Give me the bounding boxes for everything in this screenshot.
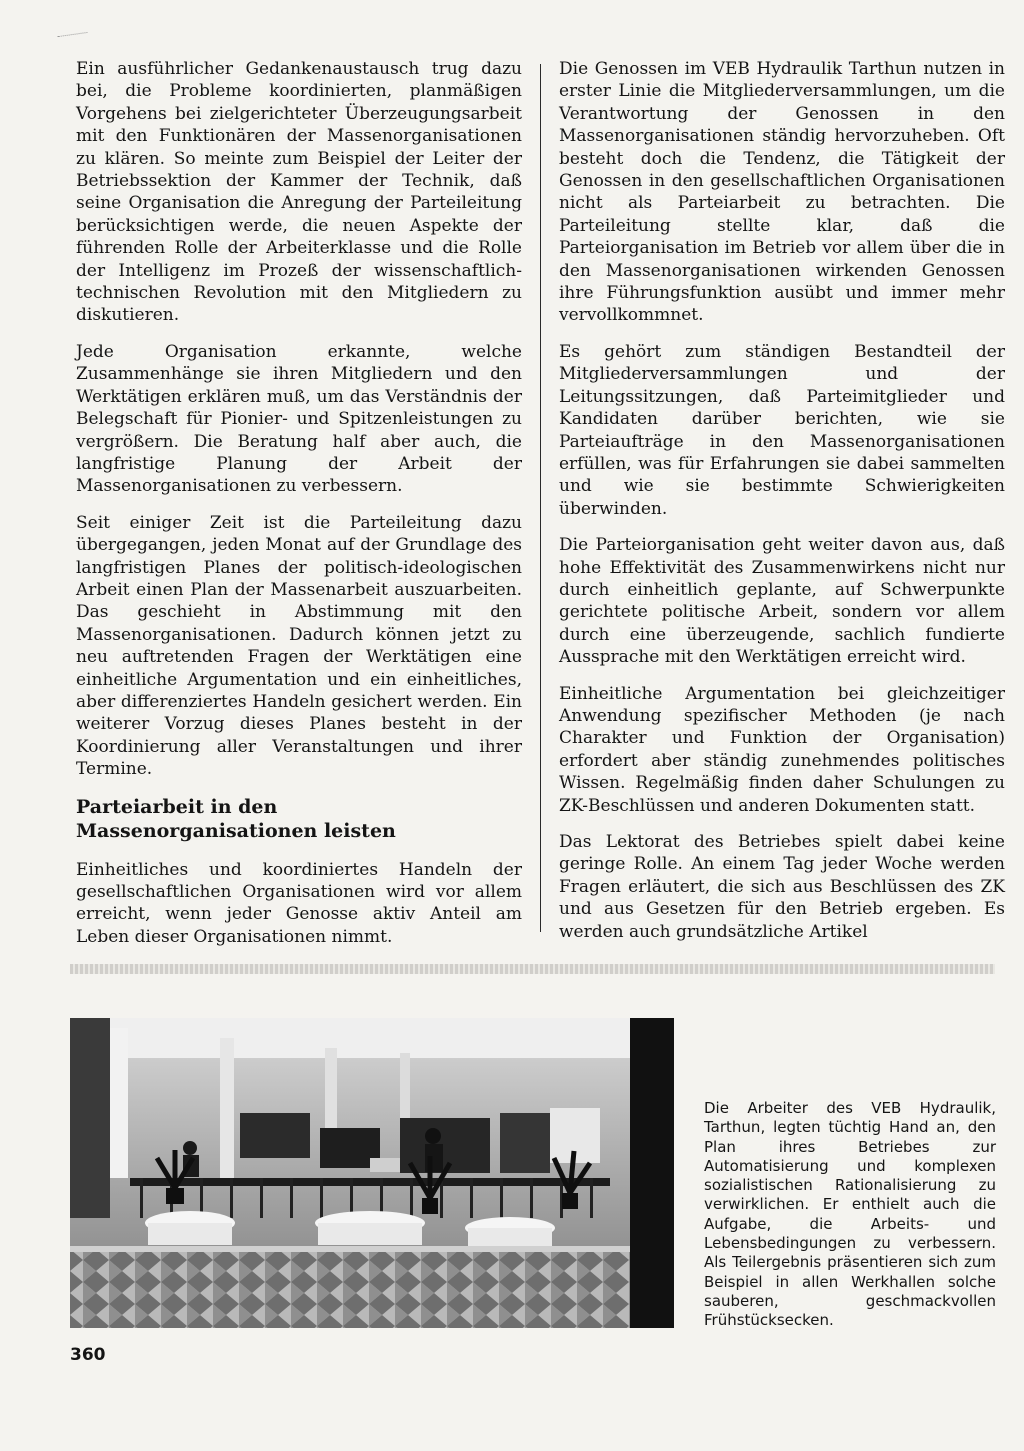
left-column [76, 58, 522, 962]
photo-caption: Die Arbeiter des VEB Hydraulik, Tarthun, legten tüchtig Hand an, den Plan ihres Betriebes zur Automatisierung und komplexen sozialistischen Rationalisierung zu verwirklichen. Er enthielt auch die Aufgabe, die Arbeits- und Lebensbedingungen zu verbessern. Als Teilergebnis präsentieren sich zum Beispiel in allen Werkhallen solche sauberen, geschmackvollen Frühstücksecken. [704, 1099, 996, 1330]
paragraph: Jede Organisation erkannte, welche Zusammenhänge sie ihren Mitgliedern und den Werktätigen erklären muß, um das Verständnis der Belegschaft für Pionier- und Spitzenleistungen zu vergrößern. Die Beratung half aber auch, die langfristige Planung der Arbeit der Massenorganisationen zu verbessern. [76, 341, 522, 497]
paragraph: Die Genossen im VEB Hydraulik Tarthun nutzen in erster Linie die Mitgliederversammlungen, um die Verantwortung der Genossen in den Massenorganisationen ständig hervorzuheben. Oft besteht doch die Tendenz, die Tätigkeit der Genossen in den gesellschaftlichen Organisationen nicht als Parteiarbeit zu betrachten. Die Parteileitung stellte klar, daß die Parteiorganisation im Betrieb vor allem über die in den Massenorganisationen wirkenden Genossen ihre Führungsfunktion ausübt und immer mehr vervollkommnet. [559, 59, 1005, 326]
section-heading: Parteiarbeit in den Massenorganisationen leisten [76, 795, 396, 842]
scan-mark [58, 32, 89, 43]
paragraph: Einheitliche Argumentation bei gleichzeitiger Anwendung spezifischer Methoden (je nach Charakter und Funktion der Organisation) erfordert aber ständig zunehmendes politisches Wissen. Regelmäßig finden daher Schulungen zu ZK-Beschlüssen und anderen Dokumenten statt. [559, 683, 1005, 816]
paragraph: Seit einiger Zeit ist die Parteileitung dazu übergegangen, jeden Monat auf der Grundlage des langfristigen Planes der politisch-ideologischen Arbeit einen Plan der Massenarbeit auszuarbeiten. Das geschieht in Abstimmung mit den Massenorganisationen. Dadurch können jetzt zu neu auftretenden Fragen der Werktätigen eine einheitliche Argumentation und ein einheitliches, aber differenziertes Handeln gesichert werden. Ein weiterer Vorzug dieses Planes besteht in der Koordinierung aller Veranstaltungen und ihrer Termine. [76, 512, 522, 780]
halftone-separator [70, 964, 995, 974]
paragraph: Das Lektorat des Betriebes spielt dabei keine geringe Rolle. An einem Tag jeder Woche werden Fragen erläutert, die sich aus Beschlüssen des ZK und aus Gesetzen für den Betrieb ergeben. Es werden auch grundsätzliche Artikel [559, 832, 1005, 942]
workshop-photo [70, 1018, 674, 1328]
right-column [559, 58, 1005, 957]
paragraph: Die Parteiorganisation geht weiter davon aus, daß hohe Effektivität des Zusammenwirkens nicht nur durch einheitlich geplante, auf Schwerpunkte gerichtete politische Arbeit, sondern vor allem durch eine überzeugende, sachlich fundierte Aussprache mit den Werktätigen erreicht wird. [559, 535, 1005, 668]
column-divider [540, 64, 541, 932]
page-number: 360 [70, 1345, 106, 1365]
paragraph: Einheitliches und koordiniertes Handeln der gesellschaftlichen Organisationen wird vor allem erreicht, wenn jeder Genosse aktiv Anteil am Leben dieser Organisationen nimmt. [76, 859, 522, 947]
paragraph: Es gehört zum ständigen Bestandteil der Mitgliederversammlungen und der Leitungssitzungen, daß Parteimitglieder und Kandidaten darüber berichten, wie sie Parteiaufträge in den Massenorganisationen erfüllen, was für Erfahrungen sie dabei sammelten und wie sie bestimmte Schwierigkeiten überwinden. [559, 341, 1005, 519]
paragraph: Ein ausführlicher Gedankenaustausch trug dazu bei, die Probleme koordinierten, planmäßigen Vorgehens bei zielgerichteter Überzeugungsarbeit mit den Funktionären der Massenorganisationen zu klären. So meinte zum Beispiel der Leiter der Betriebssektion der Kammer der Technik, daß seine Organisation die Anregung der Parteileitung berücksichtigen werde, die neuen Aspekte der führenden Rolle der Arbeiterklasse und die Rolle der Intelligenz im Prozeß der wissenschaftlich-technischen Revolution mit den Mitgliedern zu diskutieren. [76, 59, 522, 326]
